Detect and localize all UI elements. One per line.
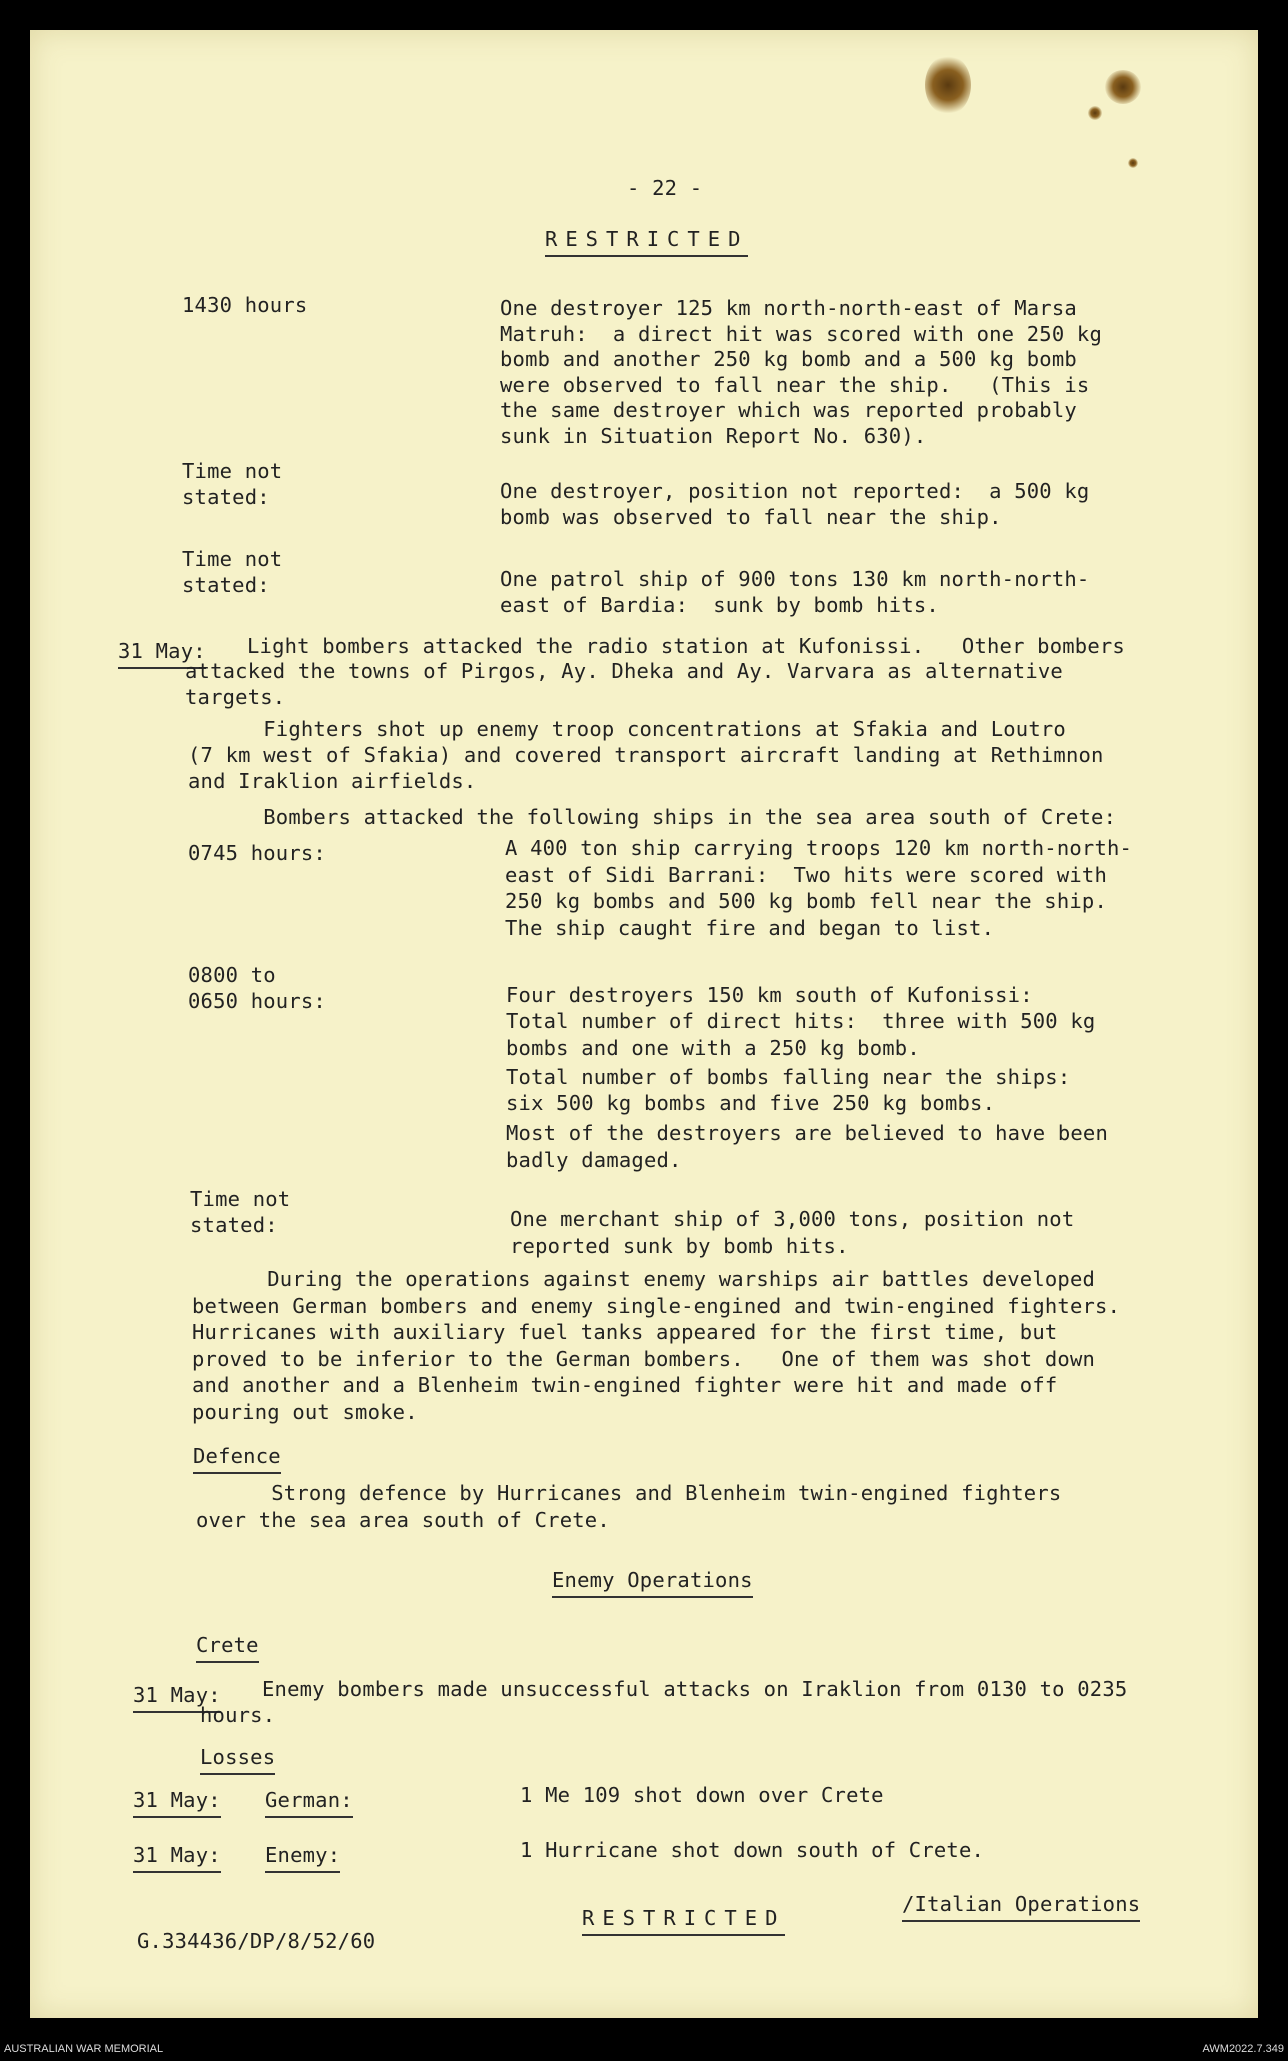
entry-time: stated:: [190, 1212, 278, 1237]
rust-stain: [925, 55, 971, 115]
entry-text: One merchant ship of 3,000 tons, position not: [510, 1207, 1075, 1231]
entry-text: Total number of direct hits: three with 500 kg: [506, 1009, 1096, 1033]
section-heading: Crete: [196, 1632, 259, 1663]
entry-time: Time not: [182, 547, 283, 571]
entry-text: six 500 kg bombs and five 250 kg bombs.: [506, 1091, 996, 1115]
file-reference: G.334436/DP/8/52/60: [137, 1929, 376, 1953]
page-number: - 22 -: [627, 176, 703, 200]
entry-time: 1430 hours: [182, 293, 308, 317]
rust-stain: [1088, 106, 1102, 120]
entry-text: 250 kg bombs and 500 kg bomb fell near the ship.: [505, 889, 1108, 913]
classification-header: RESTRICTED: [545, 226, 748, 257]
entry-time: stated:: [182, 572, 270, 597]
paragraph-line: Light bombers attacked the radio station at Kufonissi. Other bombers: [247, 634, 1125, 658]
continuation-note: /Italian Operations: [902, 1891, 1140, 1922]
entry-time: 0800 to: [188, 963, 276, 987]
document-page: [30, 30, 1258, 2018]
classification-footer: RESTRICTED: [582, 1905, 785, 1936]
entry-text: Four destroyers 150 km south of Kufonissi:: [506, 983, 1033, 1007]
entry-text: One patrol ship of 900 tons 130 km north-north-: [500, 567, 1090, 591]
entry-text: Total number of bombs falling near the ships:: [506, 1065, 1071, 1089]
paragraph-line: Fighters shot up enemy troop concentrations at Sfakia and Loutro: [188, 717, 1066, 741]
loss-text: 1 Hurricane shot down south of Crete.: [520, 1838, 985, 1862]
rust-stain: [1105, 70, 1141, 104]
paragraph-line: Hurricanes with auxiliary fuel tanks appeared for the first time, but: [192, 1320, 1058, 1344]
paragraph-line: (7 km west of Sfakia) and covered transport aircraft landing at Rethimnon: [188, 743, 1104, 767]
entry-time: 0650 hours:: [188, 988, 326, 1013]
entry-text: bomb and another 250 kg bomb and a 500 kg bomb: [500, 347, 1077, 371]
paragraph-line: hours.: [200, 1703, 276, 1727]
entry-time: stated:: [182, 484, 270, 509]
entry-text: Matruh: a direct hit was scored with one 250 kg: [500, 321, 1103, 346]
entry-text: bomb was observed to fall near the ship.: [500, 504, 1002, 529]
paragraph-line: Enemy bombers made unsuccessful attacks on Iraklion from 0130 to 0235: [262, 1677, 1128, 1701]
paragraph-line: and another and a Blenheim twin-engined fighter were hit and made off: [192, 1373, 1058, 1397]
entry-text: east of Sidi Barrani: Two hits were scored with: [505, 862, 1108, 887]
loss-text: 1 Me 109 shot down over Crete: [520, 1783, 884, 1807]
section-heading: Defence: [193, 1443, 281, 1474]
paragraph-line: attacked the towns of Pirgos, Ay. Dheka and Ay. Varvara as alternative: [185, 659, 1063, 683]
paragraph-line: over the sea area south of Crete.: [196, 1508, 610, 1532]
archive-id: AWM2022.7.349: [1202, 2043, 1284, 2055]
entry-text: Most of the destroyers are believed to have been: [506, 1121, 1109, 1145]
loss-date: 31 May:: [133, 1787, 221, 1818]
paragraph-line: targets.: [185, 685, 286, 709]
paragraph-line: proved to be inferior to the German bombers. One of them was shot down: [192, 1346, 1096, 1371]
rust-stain: [1128, 158, 1138, 168]
entry-text: One destroyer 125 km north-north-east of Marsa: [500, 296, 1077, 320]
loss-side: German:: [265, 1787, 353, 1818]
entry-text: badly damaged.: [506, 1148, 682, 1172]
paragraph-line: pouring out smoke.: [192, 1399, 418, 1424]
entry-text: were observed to fall near the ship. (This is: [500, 372, 1090, 397]
entry-time: Time not: [190, 1187, 291, 1211]
paragraph-line: and Iraklion airfields.: [188, 769, 477, 793]
entry-text: the same destroyer which was reported probably: [500, 398, 1077, 422]
loss-date: 31 May:: [133, 1842, 221, 1873]
entry-text: bombs and one with a 250 kg bomb.: [506, 1036, 920, 1060]
paragraph-line: Strong defence by Hurricanes and Blenheim twin-engined fighters: [196, 1481, 1062, 1505]
date-label: 31 May:: [133, 1682, 221, 1713]
date-label: 31 May:: [118, 638, 206, 669]
entry-text: sunk in Situation Report No. 630).: [500, 423, 927, 448]
entry-text: A 400 ton ship carrying troops 120 km north-north-: [505, 836, 1133, 860]
section-heading: Enemy Operations: [552, 1567, 753, 1598]
entry-text: The ship caught fire and began to list.: [505, 915, 995, 940]
entry-text: east of Bardia: sunk by bomb hits.: [500, 592, 939, 617]
entry-time: Time not: [182, 459, 283, 483]
paragraph-line: During the operations against enemy warships air battles developed: [192, 1267, 1096, 1291]
entry-text: One destroyer, position not reported: a 500 kg: [500, 479, 1090, 503]
entry-time: 0745 hours:: [188, 841, 326, 865]
loss-side: Enemy:: [265, 1842, 340, 1873]
paragraph-line: Bombers attacked the following ships in the sea area south of Crete:: [188, 805, 1117, 829]
paragraph-line: between German bombers and enemy single-engined and twin-engined fighters.: [192, 1293, 1121, 1318]
entry-text: reported sunk by bomb hits.: [510, 1233, 849, 1258]
section-heading: Losses: [200, 1744, 275, 1775]
archive-credit: AUSTRALIAN WAR MEMORIAL: [4, 2043, 164, 2055]
